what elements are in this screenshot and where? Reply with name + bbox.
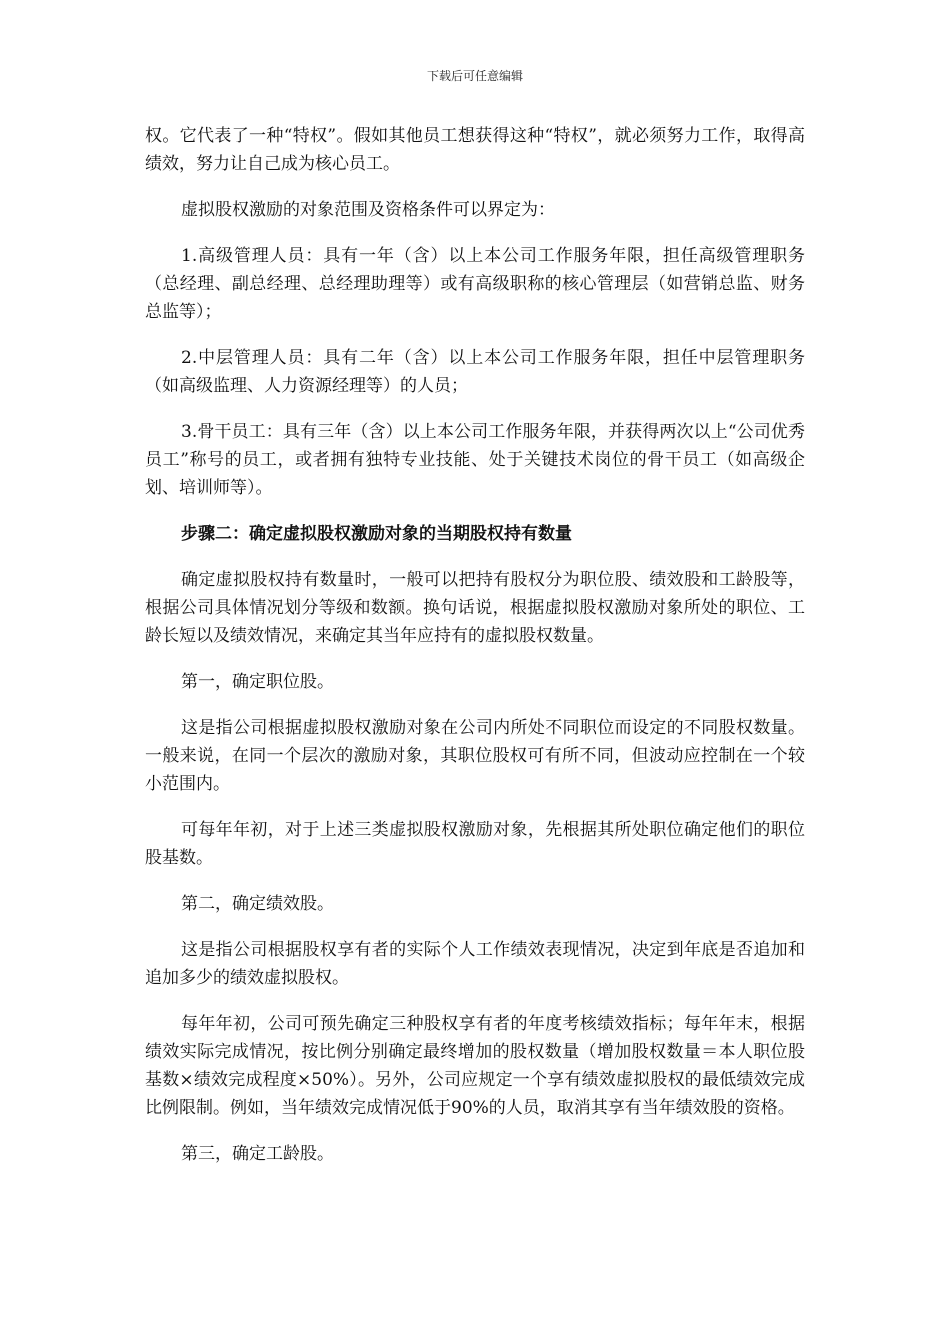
paragraph-scope: 虚拟股权激励的对象范围及资格条件可以界定为： — [181, 200, 555, 220]
document-body — [145, 122, 805, 1186]
paragraph-key-staff: 3.骨干员工：具有三年（含）以上本公司工作服务年限，并获得两次以上“公司优秀员工”称号的员工，或者拥有独特专业技能、处于关键技术岗位的骨干员工（如高级企划、培训师等）。 — [145, 422, 805, 498]
page-header: 下载后可任意编辑 — [426, 69, 523, 83]
section-heading-step-two: 步骤二：确定虚拟股权激励对象的当期股权持有数量 — [181, 524, 572, 544]
paragraph-position-shares-heading: 第一，确定职位股。 — [181, 672, 334, 692]
paragraph-position-shares-annual: 可每年年初，对于上述三类虚拟股权激励对象，先根据其所处职位确定他们的职位股基数。 — [145, 820, 805, 868]
paragraph-intro: 权。它代表了一种“特权”。假如其他员工想获得这种“特权”，就必须努力工作，取得高绩效，努力让自己成为核心员工。 — [145, 126, 805, 174]
paragraph-performance-shares-def: 这是指公司根据股权享有者的实际个人工作绩效表现情况，决定到年底是否追加和追加多少的绩效虚拟股权。 — [145, 940, 805, 988]
paragraph-middle-managers: 2.中层管理人员：具有二年（含）以上本公司工作服务年限，担任中层管理职务（如高级监理、人力资源经理等）的人员； — [145, 348, 805, 396]
paragraph-quantity: 确定虚拟股权持有数量时，一般可以把持有股权分为职位股、绩效股和工龄股等，根据公司具体情况划分等级和数额。换句话说，根据虚拟股权激励对象所处的职位、工龄长短以及绩效情况，来确定其当年应持有的虚拟股权数量。 — [145, 570, 805, 646]
paragraph-performance-shares-heading: 第二，确定绩效股。 — [181, 894, 334, 914]
paragraph-senior-managers: 1.高级管理人员：具有一年（含）以上本公司工作服务年限，担任高级管理职务（总经理、副总经理、总经理助理等）或有高级职称的核心管理层（如营销总监、财务总监等）； — [145, 246, 805, 322]
paragraph-seniority-shares-heading: 第三，确定工龄股。 — [181, 1144, 334, 1164]
paragraph-position-shares-def: 这是指公司根据虚拟股权激励对象在公司内所处不同职位而设定的不同股权数量。一般来说，在同一个层次的激励对象，其职位股权可有所不同，但波动应控制在一个较小范围内。 — [145, 718, 805, 794]
paragraph-performance-shares-rule: 每年年初，公司可预先确定三种股权享有者的年度考核绩效指标；每年年末，根据绩效实际完成情况，按比例分别确定最终增加的股权数量（增加股权数量＝本人职位股基数×绩效完成程度×50%）。另外，公司应规定一个享有绩效虚拟股权的最低绩效完成比例限制。例如，当年绩效完成情况低于90%的人员，取消其享有当年绩效股的资格。 — [145, 1014, 805, 1118]
